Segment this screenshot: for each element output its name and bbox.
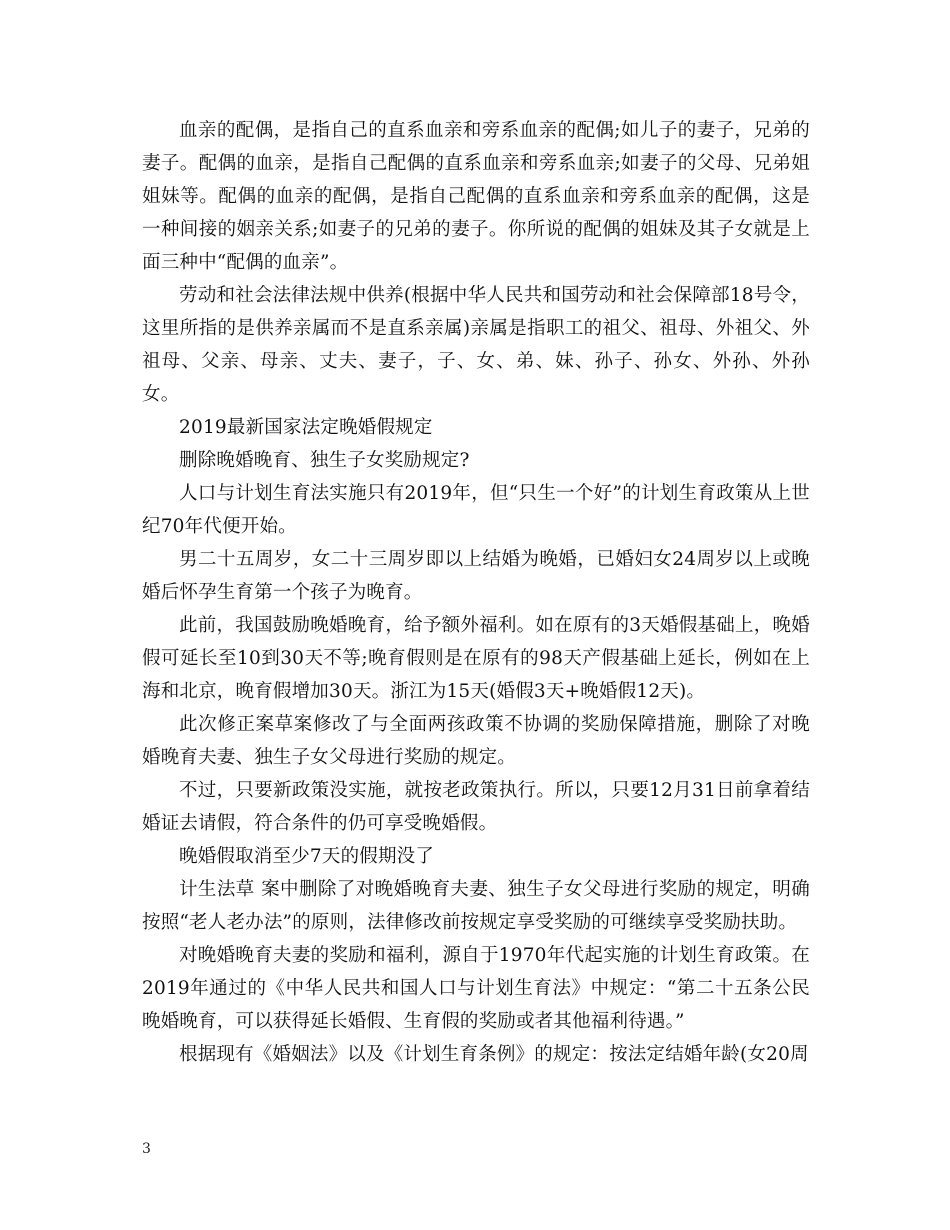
paragraph-heading-removal-question: 删除晚婚晚育、独生子女奖励规定? <box>179 450 470 471</box>
paragraph-amendment: 此次修正案草案修改了与全面两孩政策不协调的奖励保障措施，删除了对晚婚晚育夫妻、独生子女父母进行奖励的规定。 <box>142 714 810 768</box>
paragraph-marriage-law: 根据现有《婚姻法》以及《计划生育条例》的规定：按法定结婚年龄(女20周 <box>179 1044 809 1065</box>
paragraph-dependent-relatives: 劳动和社会法律法规中供养(根据中华人民共和国劳动和社会保障部18号令，这里所指的是供养亲属而不是直系亲属)亲属是指职工的祖父、祖母、外祖父、外祖母、父亲、母亲、丈夫、妻子，子、女、弟、妹、孙子、孙女、外孙、外孙女。 <box>142 285 810 405</box>
document-body <box>142 114 810 1071</box>
paragraph-heading-leave-cancelled: 晚婚假取消至少7天的假期没了 <box>179 846 435 867</box>
paragraph-policy-history: 人口与计划生育法实施只有2019年，但“只生一个好”的计划生育政策从上世纪70年代便开始。 <box>142 483 810 537</box>
page-number: 3 <box>142 1141 151 1157</box>
paragraph-law-article-25: 对晚婚晚育夫妻的奖励和福利，源自于1970年代起实施的计划生育政策。在2019年通过的《中华人民共和国人口与计划生育法》中规定：“第二十五条公民晚婚晚育，可以获得延长婚假、生育假的奖励或者其他福利待遇。” <box>142 945 810 1032</box>
paragraph-in-law-definition: 血亲的配偶，是指自己的直系血亲和旁系血亲的配偶;如儿子的妻子，兄弟的妻子。配偶的血亲，是指自己配偶的直系血亲和旁系血亲;如妻子的父母、兄弟姐姐妹等。配偶的血亲的配偶，是指自己配偶的直系血亲和旁系血亲的配偶，这是一种间接的姻亲关系;如妻子的兄弟的妻子。你所说的配偶的姐妹及其子女就是上面三种中“配偶的血亲”。 <box>142 120 810 273</box>
paragraph-previous-benefits: 此前，我国鼓励晚婚晚育，给予额外福利。如在原有的3天婚假基础上，晚婚假可延长至10到30天不等;晚育假则是在原有的98天产假基础上延长，例如在上海和北京，晚育假增加30天。浙江为15天(婚假3天+晚婚假12天)。 <box>142 615 810 702</box>
paragraph-draft-law: 计生法草 案中删除了对晚婚晚育夫妻、独生子女父母进行奖励的规定，明确按照“老人老办法”的原则，法律修改前按规定享受奖励的可继续享受奖励扶助。 <box>142 879 810 933</box>
paragraph-late-marriage-age: 男二十五周岁，女二十三周岁即以上结婚为晚婚，已婚妇女24周岁以上或晚婚后怀孕生育第一个孩子为晚育。 <box>142 549 810 603</box>
paragraph-heading-late-marriage-leave: 2019最新国家法定晚婚假规定 <box>179 417 433 438</box>
paragraph-old-policy-applies: 不过，只要新政策没实施，就按老政策执行。所以，只要12月31日前拿着结婚证去请假，符合条件的仍可享受晚婚假。 <box>142 780 810 834</box>
